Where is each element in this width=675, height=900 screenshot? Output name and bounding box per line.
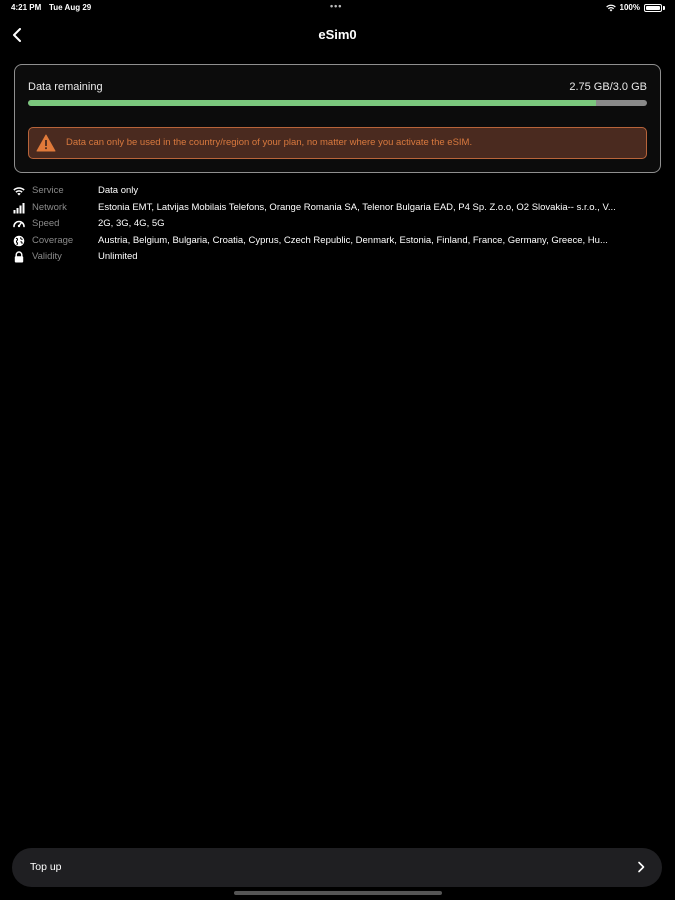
- info-row-service: [13, 184, 663, 201]
- info-value: Unlimited: [98, 251, 138, 263]
- info-value: Data only: [98, 185, 139, 196]
- info-value: Austria, Belgium, Bulgaria, Croatia, Cyprus, Czech Republic, Denmark, Estonia, Finland, France, Germany, Greece, Hu...: [98, 234, 608, 246]
- info-label: Service: [32, 185, 64, 196]
- info-value: Estonia EMT, Latvijas Mobilais Telefons, Orange Romania SA, Telenor Bulgaria EAD, P4 Sp. Z.o.o, O2 Slovakia-- s.r.o., V...: [98, 201, 616, 213]
- wifi-icon: [13, 185, 25, 197]
- wifi-status-icon: [606, 4, 616, 12]
- info-value: 2G, 3G, 4G, 5G: [98, 218, 165, 230]
- status-date: Tue Aug 29: [49, 3, 92, 12]
- status-bar: [0, 0, 675, 16]
- data-remaining-card: [14, 64, 661, 173]
- region-warning-banner: [28, 127, 647, 159]
- status-time: 4:21 PM: [11, 3, 42, 12]
- battery-tip: [663, 6, 665, 10]
- plan-info-list: [13, 184, 663, 267]
- info-label: Coverage: [32, 234, 74, 246]
- multitasking-dots[interactable]: •••: [330, 1, 343, 11]
- data-progress-bar: [28, 100, 647, 106]
- battery-percent: 100%: [619, 3, 640, 12]
- data-remaining-label: Data remaining: [28, 81, 103, 93]
- info-label: Network: [32, 201, 67, 213]
- warning-text: Data can only be used in the country/region of your plan, no matter where you activate the eSIM.: [66, 137, 473, 148]
- chevron-right-icon: [636, 861, 646, 873]
- info-row-coverage: [13, 234, 663, 251]
- battery-icon: [644, 4, 662, 12]
- top-up-label: Top up: [30, 861, 62, 873]
- info-label: Speed: [32, 218, 60, 230]
- data-progress-fill: [28, 100, 596, 106]
- globe-icon: [13, 235, 25, 247]
- speedometer-icon: [13, 218, 25, 230]
- signal-bars-icon: [13, 202, 25, 214]
- page-title: eSim0: [318, 27, 357, 42]
- top-up-button[interactable]: [12, 848, 662, 887]
- info-label: Validity: [32, 251, 62, 263]
- info-row-network: [13, 201, 663, 218]
- info-row-speed: [13, 217, 663, 234]
- lock-icon: [13, 251, 25, 263]
- home-indicator[interactable]: [234, 891, 442, 895]
- warning-triangle-icon: [36, 134, 56, 152]
- data-remaining-value: 2.75 GB/3.0 GB: [569, 81, 647, 93]
- status-right: [606, 3, 665, 12]
- info-row-validity: [13, 250, 663, 267]
- navigation-bar: [0, 22, 675, 50]
